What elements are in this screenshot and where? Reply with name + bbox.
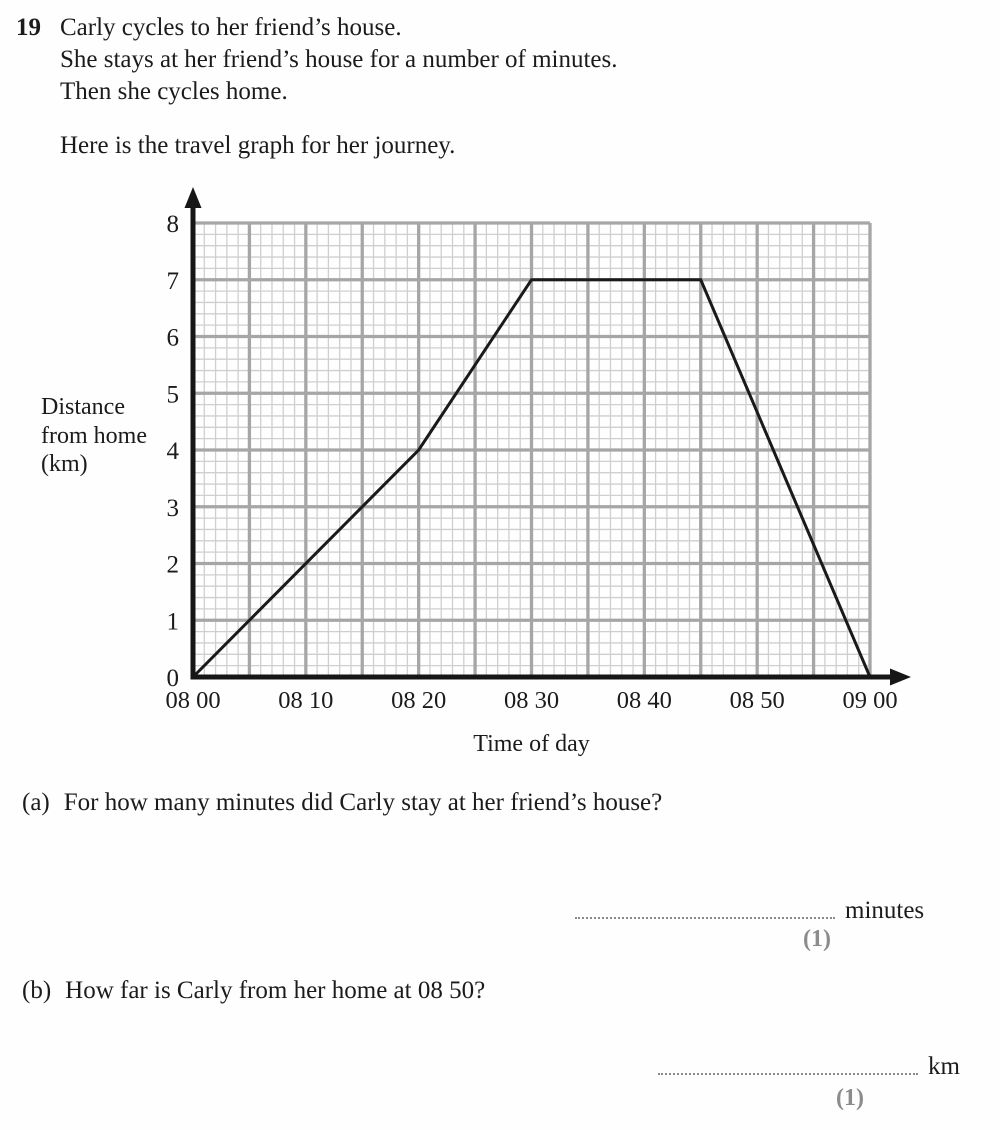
answer-line-b[interactable] — [658, 1051, 918, 1075]
svg-text:2: 2 — [166, 551, 179, 579]
svg-text:6: 6 — [166, 324, 179, 352]
y-axis-title-line-1: Distance — [41, 394, 125, 420]
svg-text:3: 3 — [166, 494, 179, 522]
question-line-1: Carly cycles to her friend’s house. — [60, 14, 402, 41]
svg-text:08 30: 08 30 — [503, 687, 560, 714]
answer-unit-b: km — [928, 1053, 960, 1080]
svg-text:8: 8 — [166, 211, 179, 238]
svg-text:08 10: 08 10 — [278, 687, 334, 714]
question-number: 19 — [16, 14, 41, 41]
part-b-text: How far is Carly from her home at 08 50? — [65, 977, 486, 1004]
part-b — [22, 976, 485, 1006]
svg-text:0: 0 — [166, 665, 179, 692]
y-axis-title-line-2: from home — [41, 422, 147, 449]
graph-intro: Here is the travel graph for her journey. — [60, 132, 456, 159]
y-axis-title-line-3: (km) — [41, 451, 88, 477]
question-line-3: Then she cycles home. — [60, 78, 288, 105]
part-a — [22, 788, 662, 818]
travel-graph — [0, 175, 960, 725]
part-b-label: (b) — [22, 977, 52, 1004]
x-axis-title: Time of day — [473, 731, 590, 757]
svg-text:08 40: 08 40 — [616, 687, 672, 714]
svg-text:08 00: 08 00 — [165, 687, 221, 714]
svg-text:08 20: 08 20 — [391, 687, 447, 714]
marks-b: (1) — [836, 1085, 864, 1111]
question-text — [60, 12, 618, 108]
answer-unit-a: minutes — [845, 897, 925, 924]
answer-line-a[interactable] — [575, 895, 835, 919]
svg-text:08 50: 08 50 — [729, 687, 785, 714]
svg-text:7: 7 — [166, 267, 179, 295]
x-axis-arrow — [890, 669, 911, 686]
part-a-label: (a) — [22, 789, 50, 816]
svg-text:4: 4 — [166, 438, 179, 465]
svg-text:09 00: 09 00 — [842, 687, 898, 714]
part-a-text: For how many minutes did Carly stay at her friend’s house? — [63, 789, 663, 816]
y-tick-labels — [167, 211, 180, 692]
y-axis-arrow — [185, 187, 202, 208]
svg-text:1: 1 — [166, 608, 179, 636]
marks-a: (1) — [803, 926, 831, 952]
svg-text:5: 5 — [166, 381, 179, 409]
x-tick-labels — [165, 687, 897, 714]
question-line-2: She stays at her friend’s house for a number of minutes. — [60, 46, 618, 73]
